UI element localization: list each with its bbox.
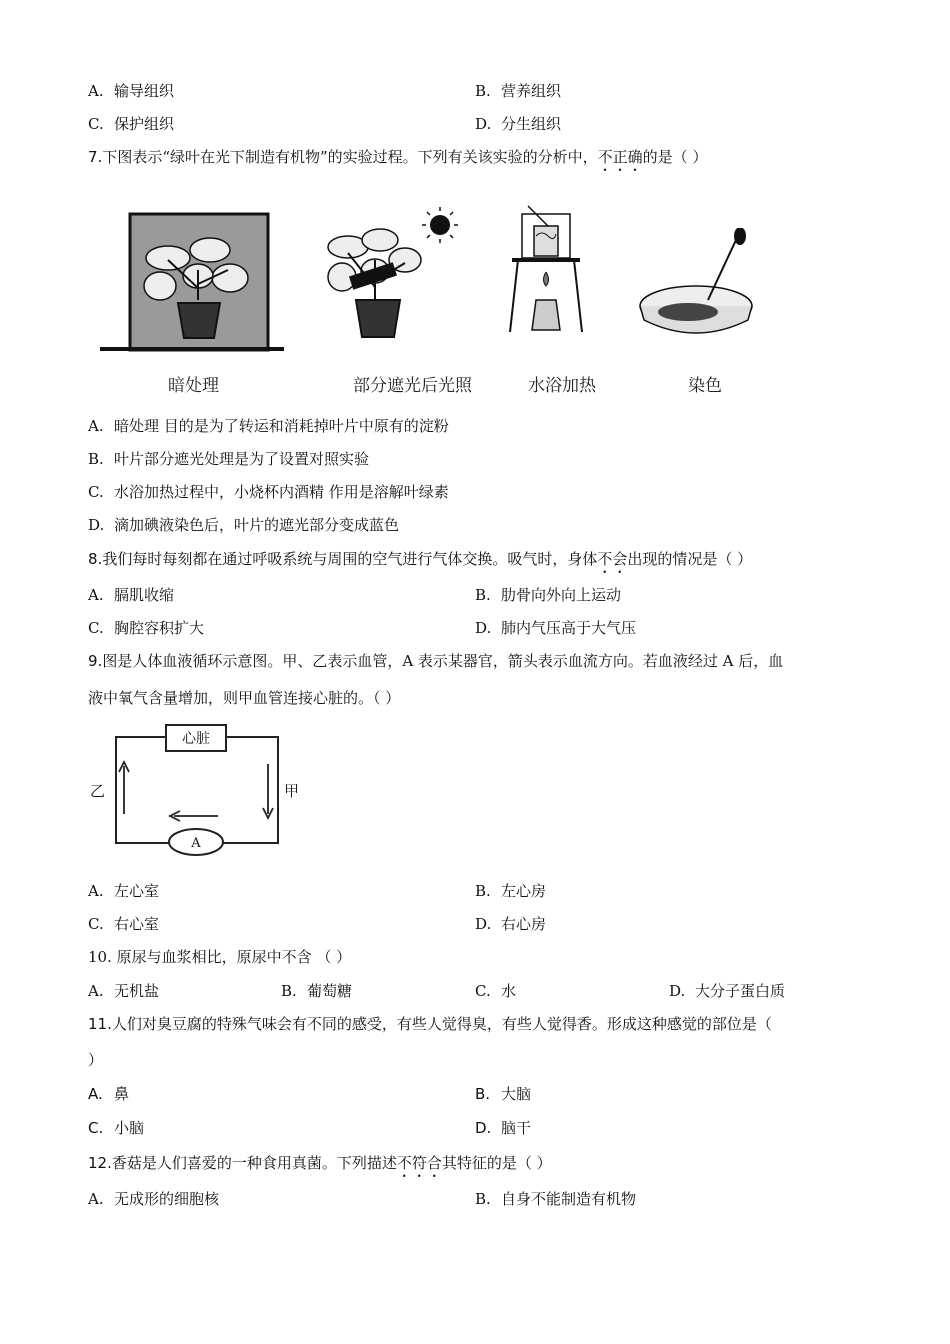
q8-option-a: A. 膈肌收缩 [88,586,175,604]
q9-option-b: B. 左心房 [475,882,547,900]
q7-option-b: B. 叶片部分遮光处理是为了设置对照实验 [88,450,370,468]
diagram-vessel-jia-label: 甲 [284,782,300,800]
caption-dark-treatment: 暗处理 [168,376,219,396]
q11-stem-line1: 11.人们对臭豆腐的特殊气味会有不同的感受，有些人觉得臭，有些人觉得香。形成这种感觉的部位是（ [88,1015,772,1033]
q8-option-d: D. 肺内气压高于大气压 [475,619,637,637]
diagram-heart-label: 心脏 [182,731,210,747]
q10-option-b: B. 葡萄糖 [281,982,353,1000]
partial-shading-figure [320,205,470,345]
q9-option-a: A. 左心室 [88,882,160,900]
q10-option-a: A. 无机盐 [88,982,160,1000]
q6-option-a: A. 输导组织 [88,82,175,100]
diagram-organ-label: A [191,836,201,851]
blood-circulation-diagram [84,722,314,862]
q6-option-b: B. 营养组织 [475,82,562,100]
q10-option-d: D. 大分子蛋白质 [669,982,786,1000]
q12-option-a: A. 无成形的细胞核 [88,1190,220,1208]
q12-option-b: B. 自身不能制造有机物 [475,1190,637,1208]
q10-option-c: C. 水 [475,982,517,1000]
q8-option-b: B. 肋骨向外向上运动 [475,586,622,604]
q8-stem: 8.我们每时每刻都在通过呼吸系统与周围的空气进行气体交换。吸气时，身体不会出现的情况是（ ） [88,550,753,568]
q7-option-d: D. 滴加碘液染色后，叶片的遮光部分变成蓝色 [88,516,400,534]
q10-stem: 10. 原尿与血浆相比，原尿中不含 （ ） [88,948,352,966]
q11-stem-line2: ） [88,1051,104,1069]
q9-option-c: C. 右心室 [88,915,160,933]
dark-treatment-figure [98,208,288,353]
q9-option-d: D. 右心房 [475,915,547,933]
q11-option-c: C. 小脑 [88,1119,145,1137]
staining-figure [636,228,766,338]
q6-option-d: D. 分生组织 [475,115,562,133]
q7-stem: 7.下图表示“绿叶在光下制造有机物”的实验过程。下列有关该实验的分析中，不正确的是（ ） [88,148,708,166]
q11-option-a: A. 鼻 [88,1085,130,1103]
caption-water-bath: 水浴加热 [528,376,596,396]
q9-stem-line2: 液中氧气含量增加，则甲血管连接心脏的。（ ） [88,689,401,707]
q7-option-c: C. 水浴加热过程中，小烧杯内酒精 作用是溶解叶绿素 [88,483,449,501]
q11-option-d: D. 脑干 [475,1119,532,1137]
q7-option-a: A. 暗处理 目的是为了转运和消耗掉叶片中原有的淀粉 [88,417,449,435]
caption-staining: 染色 [688,376,722,396]
q6-option-c: C. 保护组织 [88,115,175,133]
water-bath-figure [508,200,588,340]
q11-option-b: B. 大脑 [475,1085,532,1103]
q9-stem-line1: 9.图是人体血液循环示意图。甲、乙表示血管，A 表示某器官，箭头表示血流方向。若血液经过 A 后，血 [88,652,784,670]
q8-option-c: C. 胸腔容积扩大 [88,619,205,637]
q12-stem: 12.香菇是人们喜爱的一种食用真菌。下列描述不符合其特征的是（ ） [88,1154,552,1172]
caption-partial-shading: 部分遮光后光照 [353,376,472,396]
diagram-vessel-yi-label: 乙 [90,782,106,800]
